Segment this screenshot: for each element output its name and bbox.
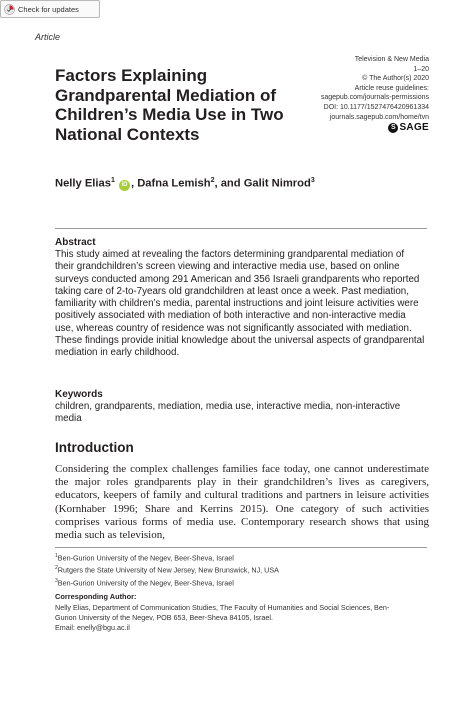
corresponding-email[interactable]: Email: enelly@bgu.ac.il — [55, 623, 130, 632]
doi[interactable]: DOI: 10.1177/1527476420961334 — [323, 103, 429, 111]
affiliation-item — [55, 576, 435, 588]
sage-logo — [289, 123, 429, 133]
affiliation-item — [55, 551, 435, 563]
author-affiliation-sup: 3 — [310, 177, 315, 184]
sage-mark-icon: S — [388, 123, 398, 133]
affiliation-text: Ben-Gurion University of the Negev, Beer-Sheva, Israel — [57, 578, 234, 588]
keywords-body — [55, 401, 429, 426]
affiliation-sup: 3 — [55, 577, 58, 584]
divider — [55, 228, 427, 229]
abstract-line: This study aimed at revealing the factors determining grandparental mediation of — [55, 249, 405, 260]
abstract-line: mediation in early childhood. — [55, 347, 180, 359]
abstract-line: positively associated with mediation of both interactive and non-interactive media — [55, 310, 406, 322]
affiliation-text: Ben-Gurion University of the Negev, Beer-Sheva, Israel — [57, 553, 234, 563]
affiliation-text: Rutgers the State University of New Jersey, New Brunswick, NJ, USA — [57, 565, 279, 575]
footnote-divider — [55, 547, 427, 548]
abstract-heading: Abstract — [55, 237, 96, 248]
affiliation-sup: 1 — [55, 553, 58, 559]
keywords-line: media — [55, 413, 82, 425]
article-type-label: Article — [35, 32, 61, 42]
keywords-heading: Keywords — [55, 389, 103, 400]
affiliations — [55, 551, 435, 588]
journal-info — [289, 55, 429, 133]
corresponding-line: Gurion University of the Negev, POB 653, Beer-Sheva 84105, Israel. — [55, 613, 274, 622]
copyright: © The Author(s) 2020 — [362, 75, 429, 83]
reuse-link[interactable]: sagepub.com/journals-permissions — [320, 94, 429, 102]
abstract-line: taking care of 2-to-7years old grandchildren at least once a week. Past mediation, — [55, 285, 409, 297]
introduction-heading: Introduction — [55, 440, 134, 455]
abstract-line: their grandchildren’s screen viewing and interactive media use, based on online — [55, 261, 400, 273]
orcid-icon[interactable]: iD — [119, 180, 130, 191]
abstract-body — [55, 249, 429, 360]
sage-logo-text: SAGE — [399, 122, 429, 134]
author-affiliation-sup: 1 — [110, 177, 115, 184]
author-separator: , — [131, 177, 138, 190]
author-separator: , and — [214, 177, 244, 190]
keywords-line: children, grandparents, mediation, media use, interactive media, non-interactive — [55, 401, 401, 412]
abstract-line: familiarity with children’s media, parental instructions and joint leisure activities were — [55, 298, 419, 310]
check-for-updates-label: Check for updates — [18, 4, 79, 14]
abstract-line: These findings provide initial knowledge about the universal aspects of grandparental — [55, 335, 425, 347]
author-list — [55, 177, 315, 191]
journal-name: Television & New Media — [354, 56, 429, 63]
author-name[interactable]: Galit Nimrod — [243, 177, 311, 190]
reuse-label: Article reuse guidelines: — [354, 84, 429, 92]
corresponding-line: Nelly Elias, Department of Communication Studies, The Faculty of Humanities and Social Sciences, Ben- — [55, 603, 390, 612]
corresponding-author-details — [55, 603, 435, 633]
abstract-line: surveys conducted among 291 American and 356 Israeli grandparents who reported — [55, 273, 420, 285]
author-name[interactable]: Dafna Lemish — [137, 177, 211, 190]
check-for-updates-button[interactable] — [0, 0, 100, 18]
affiliation-item — [55, 563, 435, 575]
abstract-line: use, whereas country of residence was not significantly associated with mediation. — [55, 322, 412, 334]
corresponding-author-heading: Corresponding Author: — [55, 592, 137, 601]
journal-home-link[interactable]: journals.sagepub.com/home/tvn — [329, 113, 429, 121]
affiliation-sup: 2 — [55, 565, 58, 572]
check-for-updates-icon — [4, 4, 15, 15]
author-name[interactable]: Nelly Elias — [55, 177, 111, 190]
introduction-paragraph: Considering the complex challenges families face today, one cannot underestimate the major roles grandparents play in their grandchildren’s lives as caregivers, educators, keepers of family and cultural traditions and partners in leisure activities (Kornhaber 1996; Share and Kerrins 2015). One category of such activities comprises various forms of media use. Contemporary research shows that using media such as television, — [55, 463, 429, 542]
journal-pages: 1–20 — [413, 65, 429, 73]
author-affiliation-sup: 2 — [210, 177, 215, 184]
article-title: Factors Explaining Grandparental Mediation of Children’s Media Use in Two National Contexts — [55, 66, 284, 144]
